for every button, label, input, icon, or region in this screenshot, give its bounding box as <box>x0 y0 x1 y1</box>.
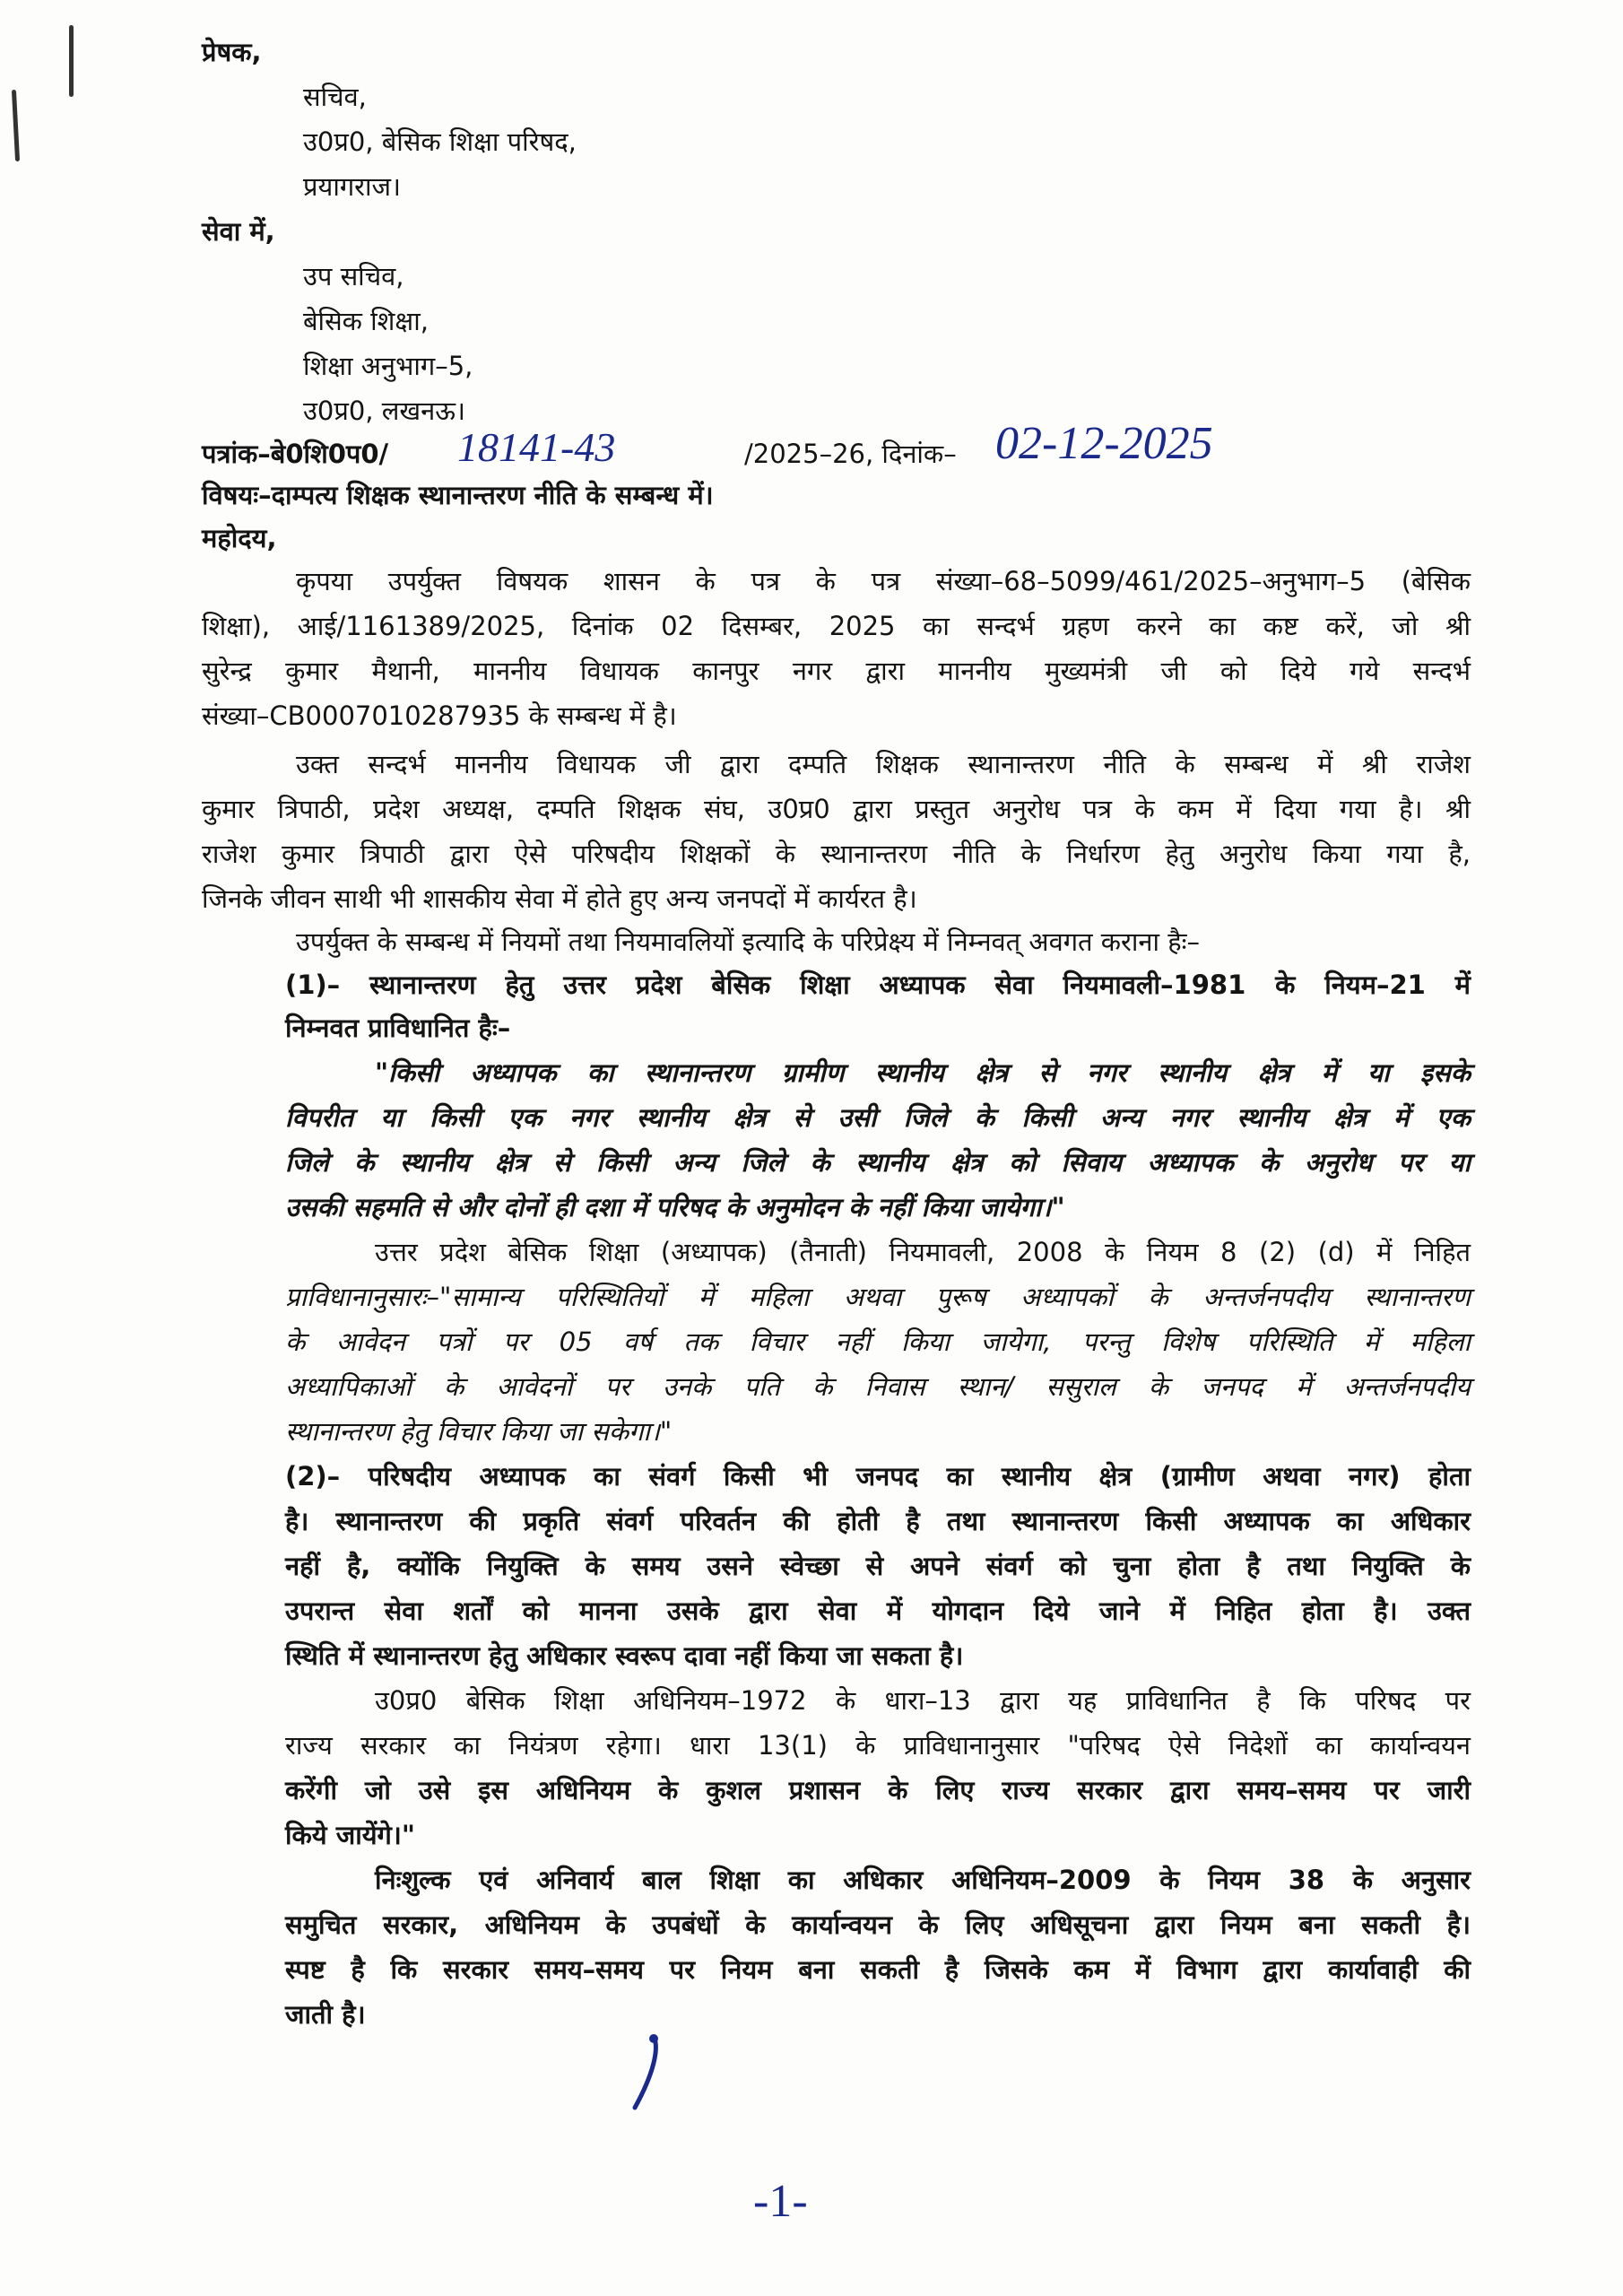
reference-prefix: पत्रांक–बे0शि0प0/ <box>202 439 389 469</box>
body-line: उपर्युक्त के सम्बन्ध में नियमों तथा नियमावलियों इत्यादि के परिप्रेक्ष्य में निम्नवत् अवगत कराना हैः– <box>296 926 1200 957</box>
recipient-line: उ0प्र0, लखनऊ। <box>303 396 465 426</box>
point-2-line: स्थिति में स्थानान्तरण हेतु अधिकार स्वरूप दावा नहीं किया जा सकता है। <box>285 1640 964 1671</box>
point-2-line: उपरान्त सेवा शर्तों को मानना उसके द्वारा सेवा में योगदान दिये जाने में निहित होता है। उक्त <box>285 1596 1471 1626</box>
salutation: महोदय, <box>202 523 277 553</box>
subject-line: विषयः–दाम्पत्य शिक्षक स्थानान्तरण नीति के सम्बन्ध में। <box>202 480 714 510</box>
body-line: कृपया उपर्युक्त विषयक शासन के पत्र के पत्र संख्या–68–5099/461/2025–अनुभाग–5 (बेसिक <box>296 566 1471 596</box>
recipient-line: उप सचिव, <box>303 261 404 291</box>
recipient-line: बेसिक शिक्षा, <box>303 306 429 336</box>
body-line: शिक्षा), आई/1161389/2025, दिनांक 02 दिसम्बर, 2025 का सन्दर्भ ग्रहण करने का कष्ट करें, जो श्री <box>202 611 1471 641</box>
point-2-line: है। स्थानान्तरण की प्रकृति संवर्ग परिवर्तन की होती है तथा स्थानान्तरण किसी अध्यापक का अधिकार <box>285 1506 1471 1536</box>
point-2-line: (2)– परिषदीय अध्यापक का संवर्ग किसी भी जनपद का स्थानीय क्षेत्र (ग्रामीण अथवा नगर) होता <box>285 1461 1471 1492</box>
quote-line: विपरीत या किसी एक नगर स्थानीय क्षेत्र से उसी जिले के किसी अन्य नगर स्थानीय क्षेत्र में एक <box>285 1102 1471 1133</box>
body-line: किये जायेंगे।" <box>285 1820 415 1850</box>
body-line: निःशुल्क एवं अनिवार्य बाल शिक्षा का अधिकार अधिनियम–2009 के नियम 38 के अनुसार <box>375 1865 1471 1895</box>
point-1-heading: (1)– स्थानान्तरण हेतु उत्तर प्रदेश बेसिक शिक्षा अध्यापक सेवा नियमावली–1981 के नियम–21 में <box>285 970 1471 1000</box>
body-line: जिनके जीवन साथी भी शासकीय सेवा में होते हुए अन्य जनपदों में कार्यरत है। <box>202 883 917 914</box>
recipient-line: शिक्षा अनुभाग–5, <box>303 351 473 381</box>
body-line: राजेश कुमार त्रिपाठी द्वारा ऐसे परिषदीय शिक्षकों के स्थानान्तरण नीति के निर्धारण हेतु अनुरोध किया गया है, <box>202 839 1471 869</box>
sender-label: प्रेषक, <box>202 37 262 67</box>
body-line: कुमार त्रिपाठी, प्रदेश अध्यक्ष, दम्पति शिक्षक संघ, उ0प्र0 द्वारा प्रस्तुत अनुरोध पत्र के कम में दिया गया है। श्री <box>202 794 1471 824</box>
quote-line: प्राविधानानुसारः–"सामान्य परिस्थितियों में महिला अथवा पुरूष अध्यापकों के अन्तर्जनपदीय स्थानान्तरण <box>285 1282 1471 1312</box>
body-line: सुरेन्द्र कुमार मैथानी, माननीय विधायक कानपुर नगर द्वारा माननीय मुख्यमंत्री जी को दिये गये सन्दर्भ <box>202 656 1471 686</box>
body-line: समुचित सरकार, अधिनियम के उपबंधों के कार्यान्वयन के लिए अधिसूचना द्वारा नियम बना सकती है। <box>285 1909 1471 1940</box>
quote-line: स्थानान्तरण हेतु विचार किया जा सकेगा।" <box>285 1416 673 1447</box>
sender-line: उ0प्र0, बेसिक शिक्षा परिषद, <box>303 126 577 157</box>
sender-line: सचिव, <box>303 82 367 112</box>
quote-line: अध्यापिकाओं के आवेदनों पर उनके पति के निवास स्थान/ ससुराल के जनपद में अन्तर्जनपदीय <box>285 1371 1471 1402</box>
handwritten-tick-mark <box>628 2031 664 2112</box>
margin-mark-2 <box>12 90 20 161</box>
body-line: उ0प्र0 बेसिक शिक्षा अधिनियम–1972 के धारा–13 द्वारा यह प्राविधानित है कि परिषद पर <box>375 1685 1471 1716</box>
recipient-label: सेवा में, <box>202 216 275 247</box>
body-line: राज्य सरकार का नियंत्रण रहेगा। धारा 13(1) के प्राविधानानुसार "परिषद ऐसे निदेशों का कार्यान्वयन <box>285 1730 1471 1761</box>
body-line: संख्या–CB0007010287935 के सम्बन्ध में है। <box>202 700 677 731</box>
point-2-line: नहीं है, क्योंकि नियुक्ति के समय उसने स्वेच्छा से अपने संवर्ग को चुना होता है तथा नियुक्ति के <box>285 1551 1471 1581</box>
body-line: उक्त सन्दर्भ माननीय विधायक जी द्वारा दम्पति शिक्षक स्थानान्तरण नीति के सम्बन्ध में श्री राजेश <box>296 749 1471 779</box>
body-line: उत्तर प्रदेश बेसिक शिक्षा (अध्यापक) (तैनाती) नियमावली, 2008 के नियम 8 (2) (d) में निहित <box>375 1237 1471 1267</box>
quote-line: "किसी अध्यापक का स्थानान्तरण ग्रामीण स्थानीय क्षेत्र से नगर स्थानीय क्षेत्र में या इसके <box>375 1057 1471 1088</box>
quote-line: उसकी सहमति से और दोनों ही दशा में परिषद के अनुमोदन के नहीं किया जायेगा।" <box>285 1192 1065 1222</box>
body-line: स्पष्ट है कि सरकार समय–समय पर नियम बना सकती है जिसके कम में विभाग द्वारा कार्यावाही की <box>285 1954 1471 1985</box>
quote-line: जिले के स्थानीय क्षेत्र से किसी अन्य जिले के स्थानीय क्षेत्र को सिवाय अध्यापक के अनुरोध पर या <box>285 1147 1471 1178</box>
sender-line: प्रयागराज। <box>303 171 402 202</box>
reference-year-label: /2025–26, दिनांक– <box>744 439 957 469</box>
margin-mark-1 <box>69 25 74 97</box>
reference-date-handwritten: 02-12-2025 <box>995 418 1213 469</box>
body-line: जाती है। <box>285 1999 366 2030</box>
reference-number-handwritten: 18141-43 <box>457 424 616 470</box>
page-number-handwritten: -1- <box>753 2176 808 2227</box>
point-1-heading: निम्नवत प्राविधानित हैः– <box>285 1013 511 1043</box>
body-line: करेंगी जो उसे इस अधिनियम के कुशल प्रशासन के लिए राज्य सरकार द्वारा समय–समय पर जारी <box>285 1775 1471 1805</box>
quote-line: के आवेदन पत्रों पर 05 वर्ष तक विचार नहीं किया जायेगा, परन्तु विशेष परिस्थिति में महिला <box>285 1326 1471 1357</box>
